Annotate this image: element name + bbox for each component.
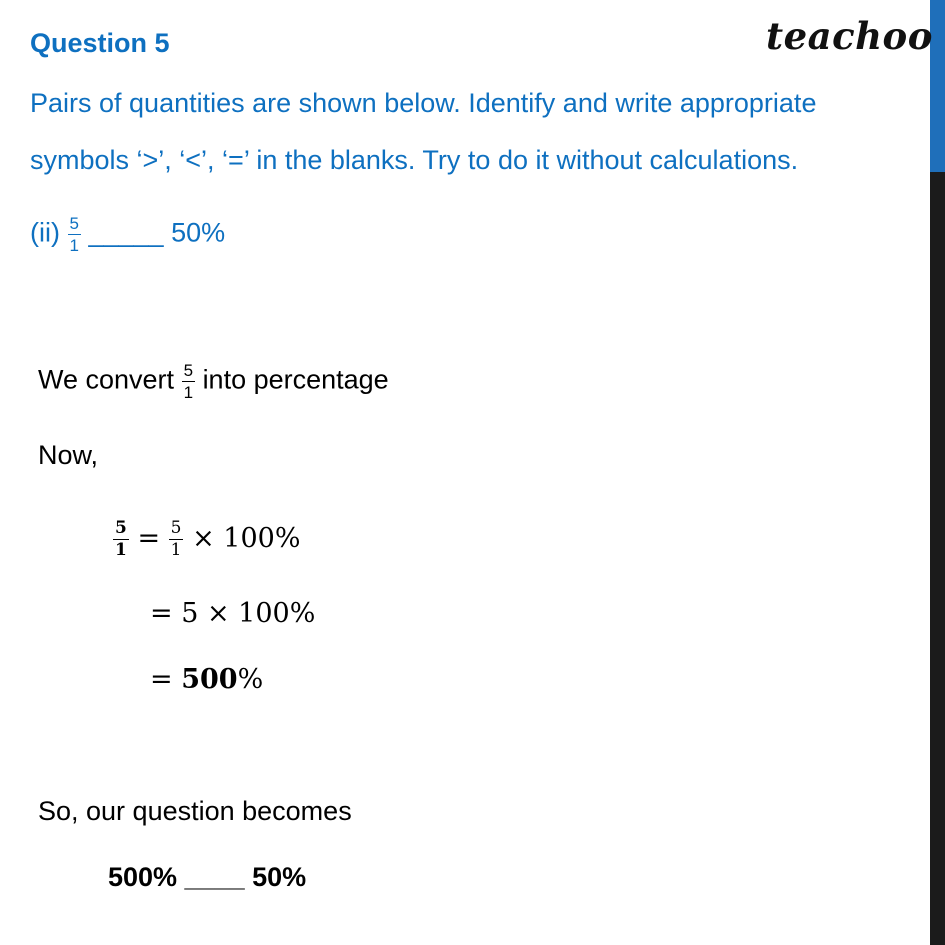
convert-numerator: 5 [183,361,194,380]
question-fraction [68,215,81,254]
lhs-fraction [113,520,129,559]
step3-equals: = [150,664,173,695]
step1-equals: = [137,523,161,554]
step3-value: 500 [181,664,238,695]
convert-fraction [182,362,195,401]
question-part [30,215,225,254]
rhs-fraction [169,520,184,559]
final-comparison: 500% ____ 50% [108,862,307,892]
lhs-numerator: 5 [115,518,127,538]
question-text-line-2: symbols ‘>’, ‘<’, ‘=’ in the blanks. Try to do it without calculations. [30,145,799,175]
so-text: So, our question becomes [38,796,352,826]
now-label: Now, [38,440,99,470]
step3-unit: % [237,664,264,695]
teachoo-logo: teachoo [766,14,933,58]
question-text-line-1: Pairs of quantities are shown below. Identify and write appropriate [30,88,817,118]
equation-step-2: = 5 × 100% [150,598,316,629]
convert-denominator: 1 [183,383,194,402]
equation-step-1 [113,520,300,559]
convert-prefix: We convert [38,364,175,395]
rhs-denominator: 1 [170,540,182,560]
step1-tail: × 100% [192,523,301,554]
question-title: Question 5 [30,28,170,58]
fraction-numerator: 5 [69,214,79,233]
convert-line [38,362,389,401]
rhs-numerator: 5 [170,518,182,538]
part-label: (ii) [30,217,60,248]
fraction-denominator: 1 [69,236,79,255]
lhs-denominator: 1 [115,540,127,560]
equation-step-3 [150,664,263,695]
question-blank-value: _____ 50% [88,217,226,248]
convert-suffix: into percentage [202,364,389,395]
